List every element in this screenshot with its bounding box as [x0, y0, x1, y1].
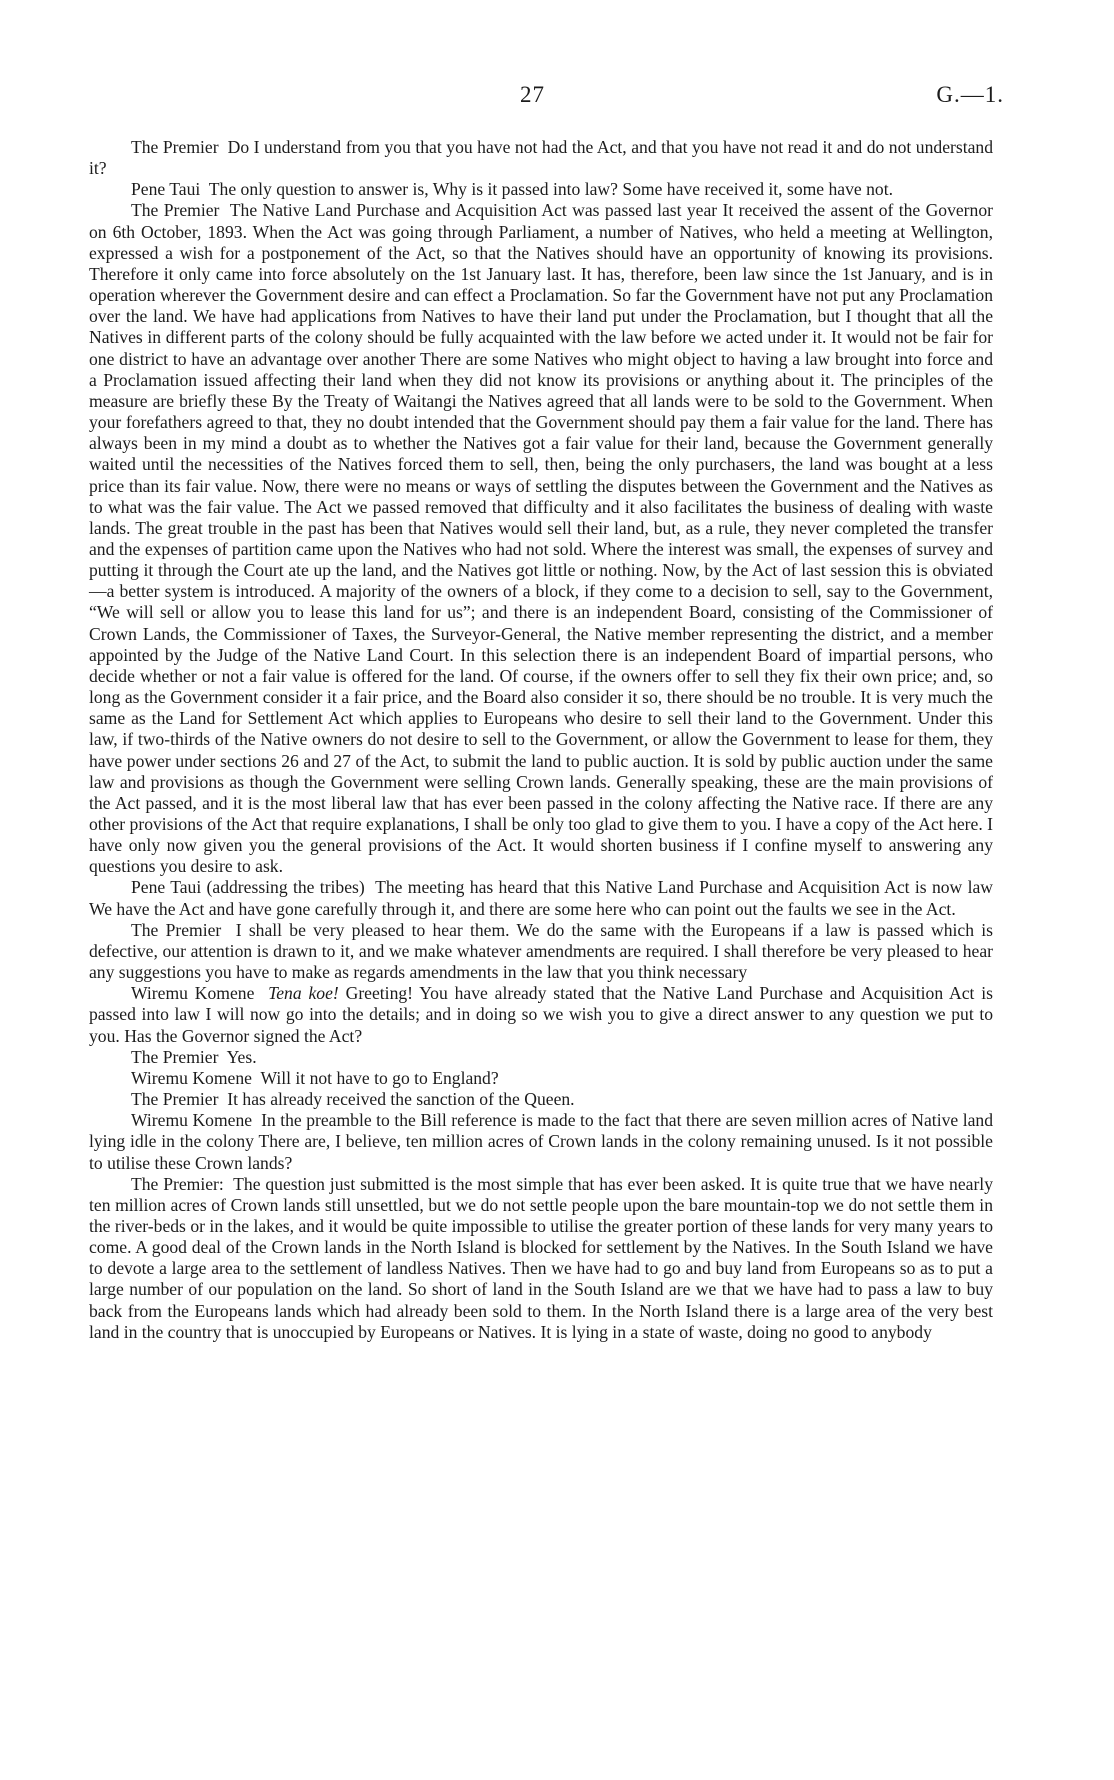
speaker-name: Pene Taui (addressing the tribes)	[131, 877, 365, 898]
maori-greeting: Tena koe!	[268, 983, 339, 1004]
speaker-name: Wiremu Komene	[131, 1067, 252, 1088]
speaker-name: Wiremu Komene	[131, 983, 255, 1004]
paragraph	[89, 877, 993, 919]
speaker-name: Pene Taui	[131, 179, 201, 200]
paragraph	[89, 137, 993, 179]
paragraph	[89, 1110, 993, 1173]
page-header	[0, 82, 1114, 122]
transcript-body	[89, 137, 993, 1343]
speech-text: It has already received the sanction of the Queen.	[227, 1089, 575, 1110]
paragraph	[89, 1174, 993, 1343]
speaker-name: The Premier	[131, 919, 222, 940]
paragraph	[89, 920, 993, 983]
speech-text: In the preamble to the Bill reference is made to the fact that there are seven million acres of Native land lying idle in the colony There are, I believe, ten million acres of Crown lands in the colony remaining unused. Is it not possible to utilise these Crown lands?	[89, 1110, 993, 1173]
document-reference: G.—1.	[936, 82, 1004, 107]
speech-text: The only question to answer is, Why is it passed into law? Some have received it, some have not.	[208, 179, 893, 200]
speaker-name: The Premier:	[131, 1173, 224, 1194]
paragraph	[89, 200, 993, 877]
speech-text: Will it not have to go to England?	[260, 1067, 499, 1088]
speech-text: Yes.	[226, 1046, 257, 1067]
speaker-name: Wiremu Komene	[131, 1110, 253, 1131]
paragraph	[89, 1068, 993, 1089]
page-number: 27	[520, 82, 545, 107]
speech-text: The Native Land Purchase and Acquisition Act was passed last year It received the assent of the Governor on 6th October, 1893. When the Act was going through Parliament, a number of Natives, who held a meeting at Wellington, expressed a wish for a postponement of the Act, so that the Natives should have an opportunity of knowing its provisions. Therefore it only came into force absolutely on the 1st January last. It has, therefore, been law since the 1st January, and is in operation wherever the Government desire and can effect a Proclamation. So far the Government have not put any Proclamation over the land. We have had applications from Natives to have their land put under the Proclamation, but I thought that all the Natives in different parts of the colony should be fully acquainted with the law before we acted under it. It would not be fair for one district to have an advantage over another There are some Natives who might object to having a law brought into force and a Proclamation issued affecting their land when they did not know its provisions or anything about it. The principles of the measure are briefly these By the Treaty of Waitangi the Natives agreed that all lands were to be sold to the Government. When your forefathers agreed to that, they no doubt intended that the Government should pay them a fair value for the land. There has always been in my mind a doubt as to whether the Natives got a fair value for their land, because the Government generally waited until the necessities of the Natives forced them to sell, then, being the only purchasers, the land was bought at a less price than its fair value. Now, there were no means or ways of settling the disputes between the Government and the Natives as to what was the fair value. The Act we passed removed that difficulty and it also facilitates the business of dealing with waste lands. The great trouble in the past has been that Natives would sell their land, but, as a rule, they never completed the transfer and the expenses of partition came upon the Natives who had not sold. Where the interest was small, the expenses of survey and putting it through the Court ate up the land, and the Natives got little or nothing. Now, by the Act of last session this is obviated—a better system is introduced. A majority of the owners of a block, if they come to a decision to sell, say to the Government, “We will sell or allow you to lease this land for us”; and there is an independent Board, consisting of the Commissioner of Crown Lands, the Commissioner of Taxes, the Surveyor-General, the Native member representing the district, and a member appointed by the Judge of the Native Land Court. In this selection there is an independent Board of impartial persons, who decide whether or not a fair value is offered for the land. Of course, if the owners offer to sell they fix their own price; and, so long as the Government consider it a fair price, and the Board also consider it so, there should be no trouble. It is very much the same as the Land for Settlement Act which applies to Europeans who desire to sell their land to the Government. Under this law, if two-thirds of the Native owners do not desire to sell to the Government, or allow the Government to lease for them, they have power under sections 26 and 27 of the Act, to submit the land to public auction. It is sold by public auction under the same law and provisions as though the Government were selling Crown lands. Generally speaking, these are the main provisions of the Act passed, and it is the most liberal law that has ever been passed in the colony affecting the Native race. If there are any other provisions of the Act that require explanations, I shall be only too glad to give them to you. I have a copy of the Act here. I have only now given you the general provisions of the Act. It would shorten business if I confine myself to answering any questions you desire to ask.	[89, 200, 993, 877]
speech-text: I shall be very pleased to hear them. We do the same with the Europeans if a law is passed which is defective, our attention is drawn to it, and we make whatever amendments are required. I shall therefore be very pleased to hear any suggestions you have to make as regards amendments in the law that you think necessary	[89, 919, 993, 983]
speech-text: Do I understand from you that you have not had the Act, and that you have not read it and do not understand it?	[89, 137, 994, 179]
speech-text: The meeting has heard that this Native Land Purchase and Acquisition Act is now law We have the Act and have gone carefully through it, and there are some here who can point out the faults we see in the Act.	[89, 877, 993, 919]
paragraph	[89, 983, 993, 1046]
speaker-name: The Premier	[131, 1046, 219, 1067]
paragraph	[89, 179, 993, 200]
paragraph	[89, 1089, 993, 1110]
paragraph	[89, 1047, 993, 1068]
speaker-name: The Premier	[131, 1089, 219, 1110]
speaker-name: The Premier	[131, 137, 219, 157]
speaker-name: The Premier	[131, 200, 220, 221]
speech-text: Greeting! You have already stated that the Native Land Purchase and Acquisition Act is passed into law I will now go into the details; and in doing so we wish you to give a direct answer to any question we put to you. Has the Governor signed the Act?	[89, 983, 993, 1046]
speech-text: The question just submitted is the most simple that has ever been asked. It is quite true that we have nearly ten million acres of Crown lands still unsettled, but we do not settle people upon the bare mountain-top we do not settle them in the river-beds or in the lakes, and it would be quite impossible to utilise the greater portion of these lands for very many years to come. A good deal of the Crown lands in the North Island is blocked for settlement by the Natives. In the South Island we have to devote a large area to the settlement of landless Natives. Then we have had to go and buy land from Europeans so as to put a large number of our population on the land. So short of land in the South Island are we that we have had to pass a law to buy back from the Europeans lands which had already been sold to them. In the North Island there is a large area of the very best land in the country that is unoccupied by Europeans or Natives. It is lying in a state of waste, doing no good to anybody	[89, 1173, 993, 1342]
